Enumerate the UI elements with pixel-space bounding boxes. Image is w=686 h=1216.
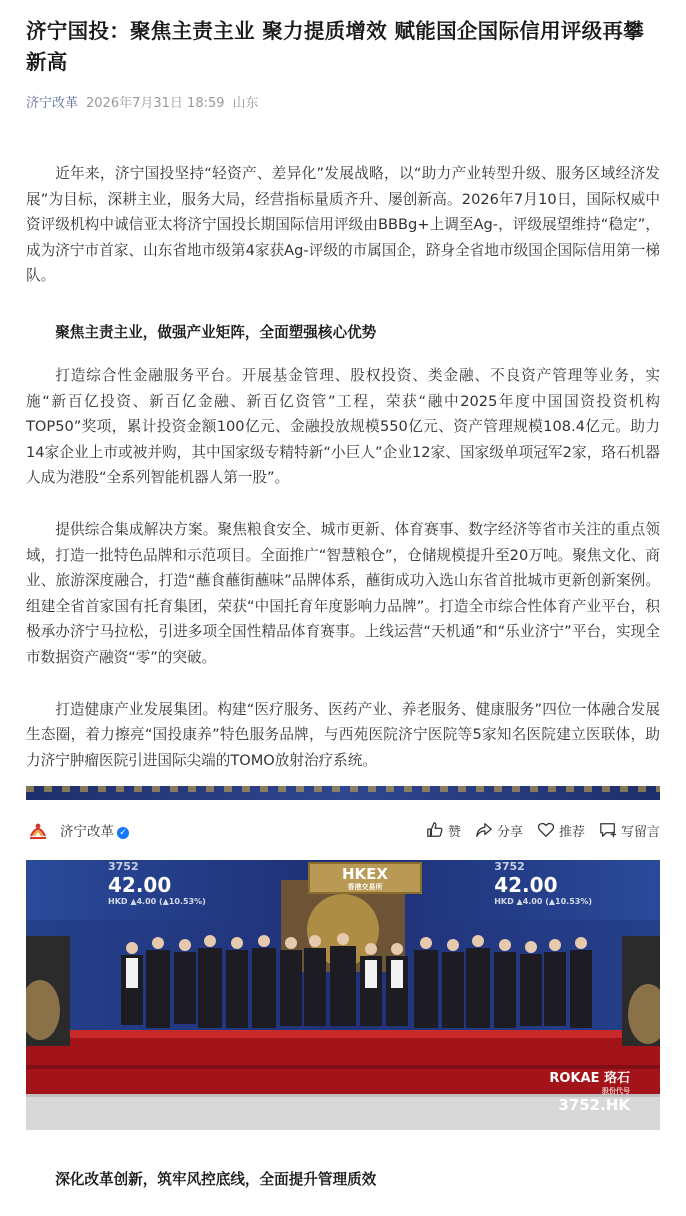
hkex-label: HKEX <box>342 865 388 884</box>
account-logo-icon[interactable] <box>26 818 50 842</box>
left-stock-screen <box>108 860 206 906</box>
body-paragraph-finance: 打造综合性金融服务平台。开展基金管理、股权投资、类金融、不良资产管理等业务，实施“新百亿投资、新百亿金融、新百亿资管”工程，荣获“融中2025年度中国国资投资机构TOP50”奖项，累计投资金额100亿元、金融投放规模550亿元、资产管理规模108.4亿元。助力14家企业上市或被并购，其中国家级专精特新“小巨人”企业12家、国家级单项冠军2家，珞石机器人成为港股“全系列智能机器人第一股”。 <box>26 366 660 487</box>
body-paragraph-solutions: 提供综合集成解决方案。聚焦粮食安全、城市更新、体育赛事、数字经济等省市关注的重点领域，打造一批特色品牌和示范项目。全面推广“智慧粮仓”，仓储规模提升至20万吨。聚焦文化、商业、旅游深度融合，打造“蘸食蘸街蘸味”品牌体系，蘸街成功入选山东省首批城市更新创新案例。组建全省首家国有托育集团，荣获“中国托育年度影响力品牌”。打造全市综合性体育产业平台，积极承办济宁马拉松，引进多项全国性精品体育赛事。上线运营“天机通”和“乐业济宁”平台，实现全市数据资产融资“零”的突破。 <box>26 520 660 666</box>
right-stock-screen <box>494 860 592 906</box>
comment-button[interactable] <box>599 821 660 840</box>
verified-icon: ✓ <box>117 827 129 839</box>
source-link[interactable]: 济宁改革 <box>26 96 79 111</box>
comment-icon <box>599 821 617 839</box>
hkex-sign <box>308 862 422 894</box>
share-icon <box>475 821 493 839</box>
recommend-button[interactable] <box>537 821 585 840</box>
share-button[interactable] <box>475 821 523 840</box>
recommend-label: 推荐 <box>558 824 585 840</box>
comment-label: 写留言 <box>620 824 660 840</box>
like-label: 赞 <box>447 824 461 840</box>
article-title: 济宁国投：聚焦主责主业 聚力提质增效 赋能国企国际信用评级再攀新高 <box>26 19 645 74</box>
article-meta <box>26 92 660 111</box>
top-image-strip <box>26 786 660 800</box>
publish-date: 2026年7月31日 18:59 <box>86 96 225 111</box>
like-button[interactable] <box>426 821 461 840</box>
section-heading-2: 深化改革创新，筑牢风控底线，全面提升管理质效 <box>55 1171 377 1189</box>
publish-location: 山东 <box>232 96 259 111</box>
left-ticker: 3752 <box>108 860 139 874</box>
right-ticker: 3752 <box>494 860 525 874</box>
account-name[interactable] <box>60 820 129 840</box>
right-change: HKD ▲4.00 (▲10.53%) <box>494 897 592 907</box>
heart-icon <box>537 821 555 839</box>
share-label: 分享 <box>496 824 523 840</box>
stock-code: 3752.HK <box>558 1096 630 1115</box>
thumb-up-icon <box>426 821 444 839</box>
left-price: 42.00 <box>108 873 172 898</box>
account-name-text: 济宁改革 <box>60 824 114 841</box>
post-header-bar <box>26 800 660 860</box>
embedded-post-card <box>26 786 660 1130</box>
section-heading-1: 聚焦主责主业，做强产业矩阵，全面塑强核心优势 <box>55 323 377 341</box>
right-price: 42.00 <box>494 873 558 898</box>
stock-code-label: 股份代号 <box>602 1087 630 1096</box>
post-actions <box>426 821 660 840</box>
listing-ceremony-photo <box>26 860 660 1130</box>
rokae-brand: ROKAE 珞石 <box>549 1071 630 1087</box>
hkex-sublabel: 香港交易所 <box>347 883 383 892</box>
body-paragraph-health: 打造健康产业发展集团。构建“医疗服务、医药产业、养老服务、健康服务”四位一体融合发展生态圈，着力擦亮“国投康养”特色服务品牌，与西苑医院济宁医院等5家知名医院建立医联体，助力济宁肿瘤医院引进国际尖端的TOMO放射治疗系统。 <box>26 700 660 769</box>
left-change: HKD ▲4.00 (▲10.53%) <box>108 897 206 907</box>
rokae-branding <box>549 1067 630 1114</box>
intro-paragraph: 近年来，济宁国投坚持“轻资产、差异化”发展战略，以“助力产业转型升级、服务区域经济发展”为目标，深耕主业，服务大局，经营指标量质齐升、屡创新高。2026年7月10日，国际权威中资评级机构中诚信亚太将济宁国投长期国际信用评级由BBBg+上调至Ag-，评级展望维持“稳定”，成为济宁市首家、山东省地市级第4家获Ag-评级的市属国企，跻身全省地市级国企国际信用第一梯队。 <box>26 165 660 285</box>
